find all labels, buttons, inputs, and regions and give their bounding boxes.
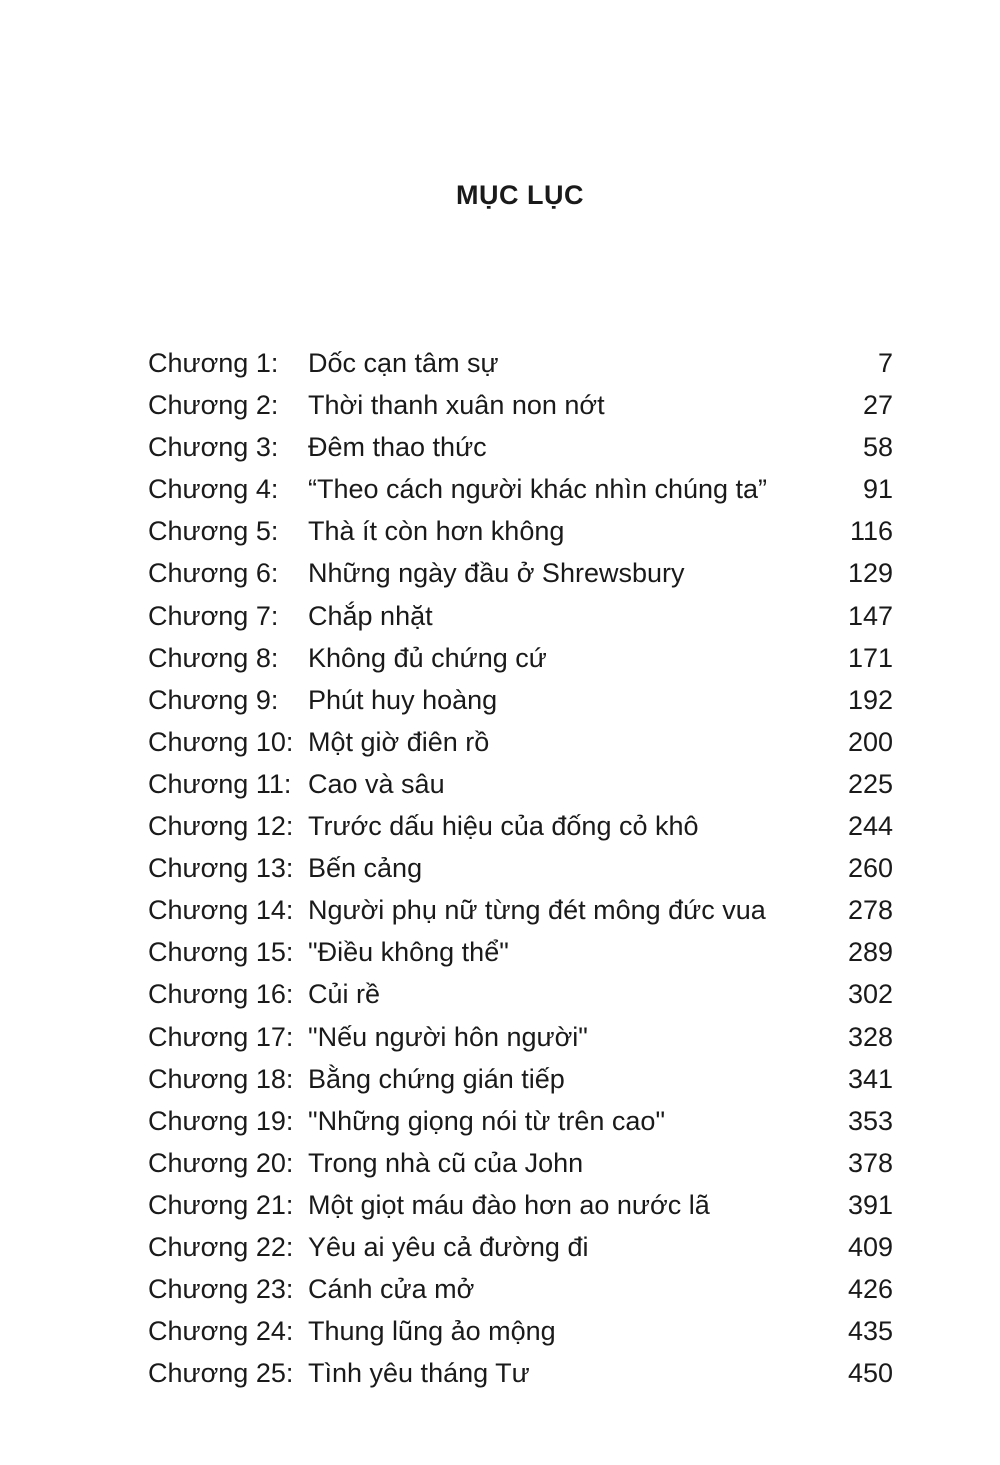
toc-entry-5 bbox=[148, 510, 893, 552]
chapter-label: Chương 8: bbox=[148, 642, 279, 673]
chapter-title: "Những giọng nói từ trên cao" bbox=[308, 1105, 666, 1136]
toc-entry-23 bbox=[148, 1268, 893, 1310]
chapter-page: 7 bbox=[877, 348, 893, 378]
chapter-title: Trước dấu hiệu của đống cỏ khô bbox=[308, 811, 699, 842]
chapter-title: Bằng chứng gián tiếp bbox=[308, 1063, 565, 1094]
toc-entry-3 bbox=[148, 426, 893, 468]
chapter-page: 391 bbox=[847, 1189, 893, 1220]
toc-entry-10 bbox=[148, 721, 893, 763]
toc-entry-1 bbox=[148, 342, 893, 384]
chapter-page: 200 bbox=[847, 726, 893, 757]
chapter-label: Chương 6: bbox=[148, 558, 279, 589]
chapter-title: Thung lũng ảo mộng bbox=[308, 1316, 556, 1347]
chapter-page: 129 bbox=[847, 558, 893, 589]
toc-entry-7 bbox=[148, 595, 893, 637]
toc-entry-25 bbox=[148, 1352, 893, 1394]
chapter-title: Một giờ điên rồ bbox=[308, 726, 490, 757]
chapter-page: 378 bbox=[847, 1147, 893, 1178]
chapter-title: "Nếu người hôn người" bbox=[308, 1021, 588, 1052]
chapter-title: Cao và sâu bbox=[308, 768, 445, 799]
chapter-label: Chương 15: bbox=[148, 937, 294, 968]
toc-entry-2 bbox=[148, 384, 893, 426]
chapter-title: Những ngày đầu ở Shrewsbury bbox=[308, 558, 685, 589]
toc-entry-6 bbox=[148, 552, 893, 594]
chapter-title: Phút huy hoàng bbox=[308, 684, 498, 715]
chapter-title: "Điều không thể" bbox=[308, 937, 509, 968]
chapter-label: Chương 9: bbox=[148, 684, 279, 715]
chapter-page: 302 bbox=[847, 979, 893, 1010]
chapter-label: Chương 20: bbox=[148, 1147, 294, 1178]
chapter-title: Người phụ nữ từng đét mông đức vua bbox=[308, 895, 766, 926]
chapter-title: Yêu ai yêu cả đường đi bbox=[308, 1231, 589, 1262]
chapter-page: 225 bbox=[847, 768, 893, 799]
chapter-page: 289 bbox=[847, 937, 893, 968]
toc-entry-14 bbox=[148, 889, 893, 931]
toc-entry-16 bbox=[148, 973, 893, 1015]
chapter-page: 450 bbox=[847, 1358, 893, 1389]
chapter-page: 91 bbox=[862, 474, 893, 505]
chapter-label: Chương 24: bbox=[148, 1316, 294, 1347]
chapter-label: Chương 11: bbox=[148, 768, 292, 799]
chapter-title: Cánh cửa mở bbox=[308, 1274, 475, 1305]
toc-entry-18 bbox=[148, 1058, 893, 1100]
chapter-title: Một giọt máu đào hơn ao nước lã bbox=[308, 1189, 710, 1220]
chapter-label: Chương 4: bbox=[148, 474, 279, 505]
toc-entry-20 bbox=[148, 1142, 893, 1184]
chapter-page: 435 bbox=[847, 1316, 893, 1347]
chapter-page: 426 bbox=[847, 1274, 893, 1305]
chapter-label: Chương 3: bbox=[148, 432, 279, 463]
chapter-page: 58 bbox=[862, 432, 893, 463]
chapter-title: Trong nhà cũ của John bbox=[308, 1147, 584, 1178]
toc-entry-9 bbox=[148, 679, 893, 721]
chapter-title: Tình yêu tháng Tư bbox=[308, 1358, 530, 1389]
toc-entry-21 bbox=[148, 1184, 893, 1226]
chapter-page: 353 bbox=[847, 1105, 893, 1136]
chapter-title: Không đủ chứng cứ bbox=[308, 642, 547, 673]
chapter-label: Chương 12: bbox=[148, 811, 294, 842]
toc-entry-22 bbox=[148, 1226, 893, 1268]
chapter-label: Chương 17: bbox=[148, 1021, 294, 1052]
chapter-label: Chương 21: bbox=[148, 1189, 294, 1220]
chapter-title: “Theo cách người khác nhìn chúng ta” bbox=[308, 474, 768, 505]
toc-entry-11 bbox=[148, 763, 893, 805]
chapter-page: 244 bbox=[847, 811, 893, 842]
chapter-page: 409 bbox=[847, 1231, 893, 1262]
chapter-label: Chương 19: bbox=[148, 1105, 294, 1136]
toc-entry-8 bbox=[148, 637, 893, 679]
chapter-label: Chương 7: bbox=[148, 600, 279, 631]
toc-entry-12 bbox=[148, 805, 893, 847]
chapter-page: 278 bbox=[847, 895, 893, 926]
chapter-label: Chương 23: bbox=[148, 1274, 294, 1305]
chapter-title: Thà ít còn hơn không bbox=[308, 516, 565, 547]
chapter-label: Chương 18: bbox=[148, 1063, 294, 1094]
chapter-page: 171 bbox=[847, 642, 893, 673]
chapter-label: Chương 10: bbox=[148, 726, 294, 757]
chapter-page: 147 bbox=[847, 600, 893, 631]
chapter-title: Dốc cạn tâm sự bbox=[308, 348, 499, 378]
chapter-page: 341 bbox=[847, 1063, 893, 1094]
chapter-label: Chương 14: bbox=[148, 895, 294, 926]
chapter-page: 192 bbox=[847, 684, 893, 715]
chapter-title: Thời thanh xuân non nớt bbox=[308, 390, 605, 421]
table-of-contents bbox=[148, 342, 893, 1394]
chapter-page: 260 bbox=[847, 853, 893, 884]
chapter-title: Bến cảng bbox=[308, 853, 423, 884]
chapter-label: Chương 5: bbox=[148, 516, 279, 547]
chapter-label: Chương 25: bbox=[148, 1358, 294, 1389]
chapter-title: Chắp nhặt bbox=[308, 600, 433, 631]
chapter-label: Chương 13: bbox=[148, 853, 294, 884]
chapter-label: Chương 22: bbox=[148, 1231, 294, 1262]
chapter-label: Chương 2: bbox=[148, 390, 279, 421]
toc-entry-19 bbox=[148, 1100, 893, 1142]
page-title: MỤC LỤC bbox=[456, 180, 584, 210]
toc-entry-13 bbox=[148, 847, 893, 889]
toc-entry-24 bbox=[148, 1310, 893, 1352]
toc-entry-17 bbox=[148, 1016, 893, 1058]
chapter-page: 27 bbox=[862, 390, 893, 421]
toc-entry-4 bbox=[148, 468, 893, 510]
toc-entry-15 bbox=[148, 931, 893, 973]
chapter-page: 116 bbox=[849, 516, 893, 547]
chapter-title: Củi rề bbox=[308, 979, 381, 1010]
chapter-title: Đêm thao thức bbox=[308, 432, 487, 463]
chapter-label: Chương 16: bbox=[148, 979, 294, 1010]
chapter-page: 328 bbox=[847, 1021, 893, 1052]
chapter-label: Chương 1: bbox=[148, 348, 279, 378]
